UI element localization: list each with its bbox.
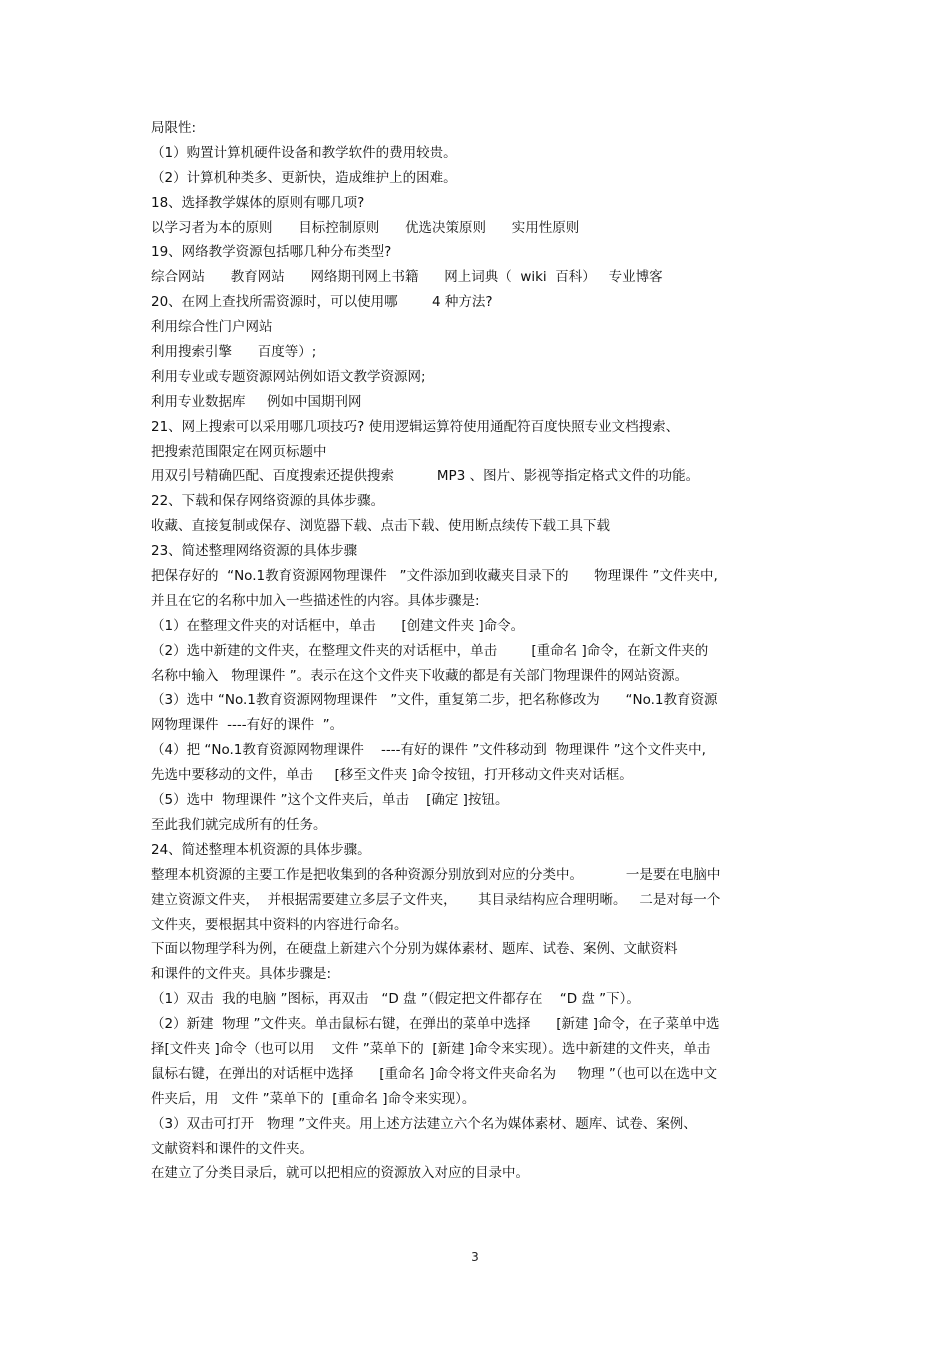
text-line: 先选中要移动的文件，单击 [移至文件夹 ]命令按钮，打开移动文件夹对话框。 bbox=[151, 767, 633, 784]
text-line: 21、网上搜索可以采用哪几项技巧? 使用逻辑运算符使用通配符百度快照专业文档搜索、 bbox=[151, 418, 680, 435]
text-line: 收藏、直接复制或保存、浏览器下载、点击下载、使用断点续传下载工具下载 bbox=[151, 518, 610, 535]
text-line: 鼠标右键，在弹出的对话框中选择 [重命名 ]命令将文件夹命名为 物理 ”（也可以在选中文 bbox=[151, 1065, 718, 1082]
text-line: 文件夹，要根据其中资料的内容进行命名。 bbox=[151, 916, 408, 933]
text-line: 件夹后，用 文件 ”菜单下的 [重命名 ]命令来实现）。 bbox=[151, 1090, 476, 1107]
text-line: 利用搜索引擎 百度等）; bbox=[151, 344, 317, 361]
text-line: 把保存好的 “No.1教育资源网物理课件 ”文件添加到收藏夹目录下的 物理课件 ”文件夹中, bbox=[151, 568, 718, 585]
text-line: 综合网站 教育网站 网络期刊网上书籍 网上词典（ wiki 百科） 专业博客 bbox=[151, 269, 663, 286]
text-line: 整理本机资源的主要工作是把收集到的各种资源分别放到对应的分类中。 一是要在电脑中 bbox=[151, 866, 721, 883]
text-line: 用双引号精确匹配、百度搜索还提供搜索 MP3 、图片、影视等指定格式文件的功能。 bbox=[151, 468, 700, 485]
page-number: 3 bbox=[471, 1250, 479, 1264]
text-line: 局限性: bbox=[151, 120, 197, 136]
text-line: （4）把 “No.1教育资源网物理课件 ----有好的课件 ”文件移动到 物理课件 ”这个文件夹中, bbox=[151, 742, 706, 759]
text-line: （2）选中新建的文件夹，在整理文件夹的对话框中，单击 [重命名 ]命令，在新文件夹的 bbox=[151, 642, 709, 659]
text-line: 19、网络教学资源包括哪几种分布类型? bbox=[151, 244, 392, 261]
text-line: 22、下载和保存网络资源的具体步骤。 bbox=[151, 493, 385, 510]
text-line: 以学习者为本的原则 目标控制原则 优选决策原则 实用性原则 bbox=[151, 219, 580, 236]
text-line: 建立资源文件夹， 并根据需要建立多层子文件夹， 其目录结构应合理明晰。 二是对每一个 bbox=[151, 891, 721, 908]
text-line: 利用专业数据库 例如中国期刊网 bbox=[151, 393, 362, 410]
text-line: （5）选中 物理课件 ”这个文件夹后，单击 [确定 ]按钮。 bbox=[151, 792, 509, 809]
text-line: 择[文件夹 ]命令（也可以用 文件 ”菜单下的 [新建 ]命令来实现）。选中新建的文件夹，单击 bbox=[151, 1040, 711, 1057]
text-line: 利用专业或专题资源网站例如语文教学资源网; bbox=[151, 368, 426, 385]
text-line: 并且在它的名称中加入一些描述性的内容。具体步骤是: bbox=[151, 592, 480, 609]
text-line: 20、在网上查找所需资源时，可以使用哪 4 种方法? bbox=[151, 294, 493, 311]
text-line: （3）选中 “No.1教育资源网物理课件 ”文件，重复第二步，把名称修改为 “No.1教育资源 bbox=[151, 692, 718, 709]
text-line: 23、简述整理网络资源的具体步骤 bbox=[151, 543, 358, 560]
text-line: 和课件的文件夹。具体步骤是: bbox=[151, 966, 332, 983]
text-line: 在建立了分类目录后，就可以把相应的资源放入对应的目录中。 bbox=[151, 1165, 529, 1182]
document-body bbox=[151, 116, 801, 1186]
text-line: 利用综合性门户网站 bbox=[151, 319, 273, 336]
text-line: （2）计算机种类多、更新快，造成维护上的困难。 bbox=[151, 169, 457, 186]
text-line: 名称中输入 物理课件 ”。表示在这个文件夹下收藏的都是有关部门物理课件的网站资源。 bbox=[151, 667, 689, 684]
text-line: 把搜索范围限定在网页标题中 bbox=[151, 443, 327, 460]
text-line: 24、简述整理本机资源的具体步骤。 bbox=[151, 841, 371, 858]
text-line: 18、选择教学媒体的原则有哪几项? bbox=[151, 194, 365, 211]
text-line: （3）双击可打开 物理 ”文件夹。用上述方法建立六个名为媒体素材、题库、试卷、案例、 bbox=[151, 1115, 697, 1132]
text-line: 至此我们就完成所有的任务。 bbox=[151, 816, 327, 833]
text-line: （1）购置计算机硬件设备和教学软件的费用较贵。 bbox=[151, 144, 457, 161]
text-line: 网物理课件 ----有好的课件 ”。 bbox=[151, 717, 344, 734]
text-line: 文献资料和课件的文件夹。 bbox=[151, 1140, 313, 1157]
text-line: 下面以物理学科为例，在硬盘上新建六个分别为媒体素材、题库、试卷、案例、文献资料 bbox=[151, 941, 678, 958]
text-line: （1）在整理文件夹的对话框中，单击 [创建文件夹 ]命令。 bbox=[151, 617, 525, 634]
text-line: （1）双击 我的电脑 ”图标，再双击 “D 盘 ”（假定把文件都存在 “D 盘 ”下）。 bbox=[151, 991, 640, 1008]
text-line: （2）新建 物理 ”文件夹。单击鼠标右键，在弹出的菜单中选择 [新建 ]命令，在子菜单中选 bbox=[151, 1016, 720, 1033]
